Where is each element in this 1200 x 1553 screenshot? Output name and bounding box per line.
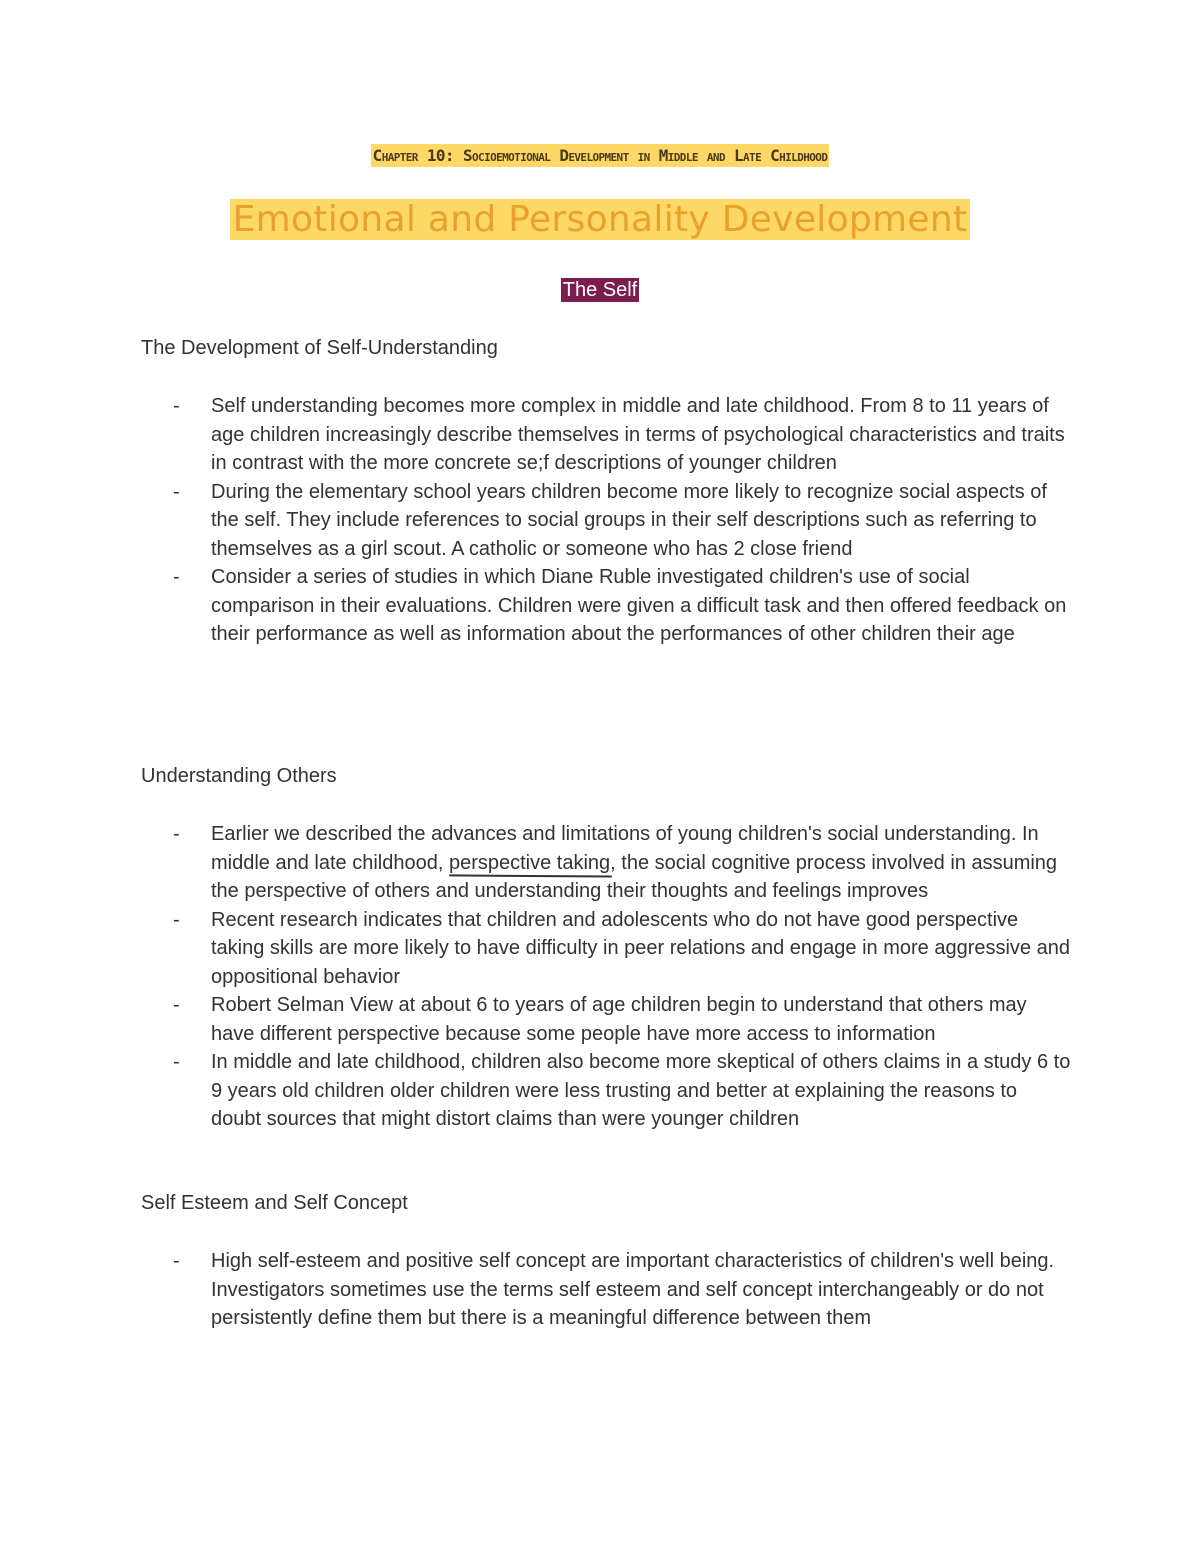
section-title [0,276,1200,304]
chapter-heading-text: Chapter 10: Socioemotional Development in Middle and Late Childhood [372,146,828,165]
list-item-text-before: Earlier we described the advances and limitations of young children's social understanding. In middle and late childhood, [211,823,1039,874]
list-item [141,991,1071,1048]
list-item-text: High self-esteem and positive self concept are important characteristics of children's well being. Investigators sometimes use the terms self esteem and self concept interchangeably or do not persistently define them but there is a meaningful difference between them [211,1250,1055,1329]
section-title-text: The Self [562,279,638,301]
list-item [141,563,1071,649]
bullet-list-understanding-others [141,820,1071,1134]
list-item [141,1048,1071,1134]
bullet-list-self-esteem [141,1247,1071,1333]
list-item [141,820,1071,906]
chapter-heading [0,142,1200,170]
subsection-heading-self-esteem: Self Esteem and Self Concept [141,1192,408,1214]
list-item-text: In middle and late childhood, children also become more skeptical of others claims in a study 6 to 9 years old children older children were less trusting and better at explaining the reasons to doubt sources that might distort claims than were younger children [211,1051,1071,1130]
bullet-marker: - [173,994,180,1016]
main-title [0,196,1200,244]
bullet-marker: - [173,908,180,931]
list-item-text: Recent research indicates that children and adolescents who do not have good perspective taking skills are more likely to have difficulty in peer relations and engage in more aggressive and oppositional behavior [211,908,1070,988]
bullet-marker: - [173,395,180,417]
list-item-text: Robert Selman View at about 6 to years of age children begin to understand that others may have different perspective because some people have more access to information [211,994,1027,1045]
bullet-marker: - [173,480,180,503]
bullet-marker: - [173,1051,180,1073]
list-item-text-after: , the social cognitive process involved in assuming the perspective of others and understanding their thoughts and feelings improves [211,851,1058,902]
bullet-marker: - [173,1250,180,1272]
subsection-heading-understanding-others: Understanding Others [141,765,337,787]
list-item [141,1247,1071,1333]
list-item [141,478,1071,564]
list-item-text: Consider a series of studies in which Diane Ruble investigated children's use of social comparison in their evaluations. Children were given a difficult task and then offered feedback on their performance as well as information about the performances of other children their age [211,566,1067,645]
main-title-text: Emotional and Personality Development [230,199,971,240]
list-item-text: Self understanding becomes more complex in middle and late childhood. From 8 to 11 years of age children increasingly describe themselves in terms of psychological characteristics and traits in contrast with the more concrete se;f descriptions of younger children [211,395,1065,474]
list-item [141,392,1071,478]
bullet-marker: - [173,566,180,588]
bullet-list-self-understanding [141,392,1071,649]
underlined-term-perspective-taking: perspective taking [448,851,611,874]
subsection-heading-self-understanding: The Development of Self-Understanding [141,337,498,359]
list-item-text: During the elementary school years children become more likely to recognize social aspects of the self. They include references to social groups in their self descriptions such as referring to themselves as a girl scout. A catholic or someone who has 2 close friend [211,480,1047,560]
bullet-marker: - [173,823,180,845]
list-item [141,906,1071,992]
